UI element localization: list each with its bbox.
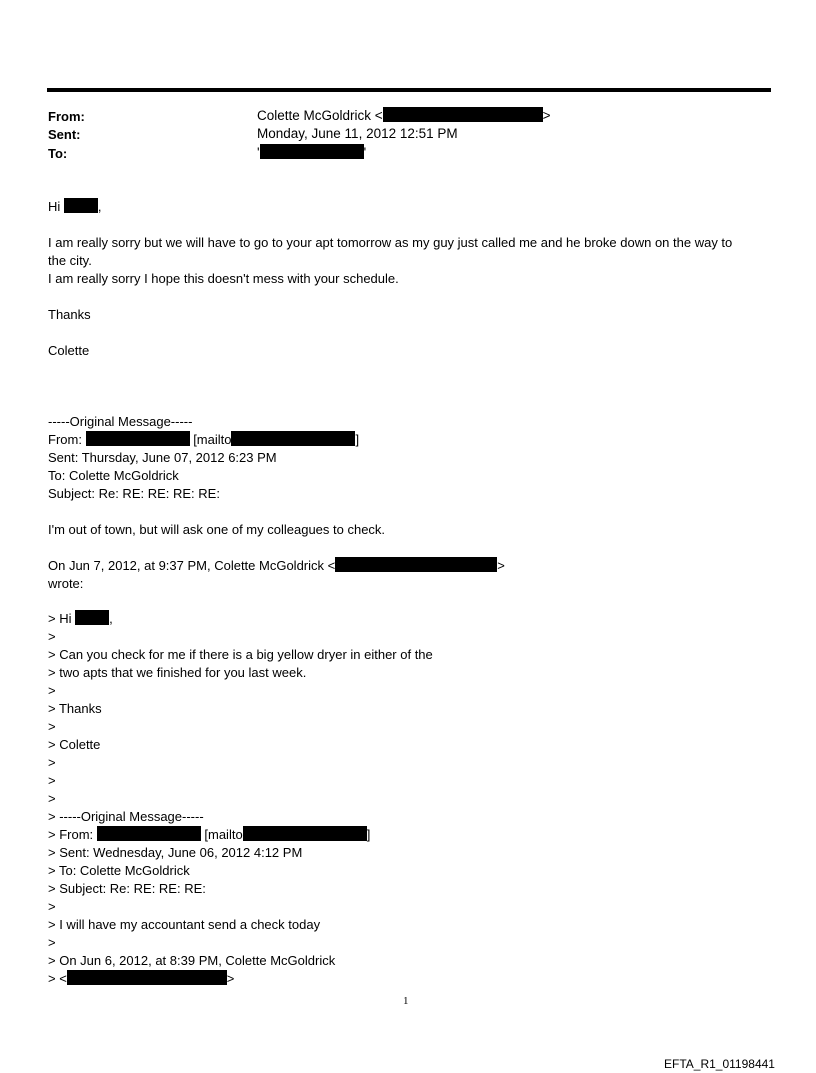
quoted-hi-text: > Hi: [48, 611, 76, 626]
redaction-greeting-name: [64, 198, 98, 213]
quoted-email: [48, 970, 234, 988]
body-line-3: I am really sorry I hope this doesn't mess with your schedule.: [48, 271, 399, 286]
redaction-from-email: [383, 107, 543, 122]
quoted-signature: > Colette: [48, 737, 101, 752]
original-mailto-close: ]: [355, 432, 360, 447]
redaction-quoted-from-email: [243, 826, 367, 841]
sent-value: Monday, June 11, 2012 12:51 PM: [257, 126, 458, 141]
quoted-accountant: > I will have my accountant send a check today: [48, 917, 321, 932]
to-open: ': [257, 145, 260, 160]
page-number: 1: [403, 995, 409, 1007]
thanks: Thanks: [48, 307, 91, 322]
original-message: I'm out of town, but will ask one of my colleagues to check.: [48, 522, 386, 537]
redaction-quoted-hi-name: [75, 610, 109, 625]
original-wrote-text: On Jun 7, 2012, at 9:37 PM, Colette McGoldrick <: [48, 558, 336, 573]
body-line-1: I am really sorry but we will have to go to your apt tomorrow as my guy just called me and he broke down on the way to: [48, 235, 733, 250]
to-value: [257, 144, 366, 162]
original-wrote-intro: [48, 557, 505, 575]
signature: Colette: [48, 343, 90, 358]
greeting-comma: ,: [97, 199, 102, 214]
body-line-2: the city.: [48, 253, 92, 268]
redaction-original-from-name: [86, 431, 190, 446]
quoted-mailto: [mailto: [204, 827, 243, 842]
quoted-gt: >: [48, 899, 56, 914]
original-to: To: Colette McGoldrick: [48, 468, 179, 483]
quoted-wrote-intro: > On Jun 6, 2012, at 8:39 PM, Colette McGoldrick: [48, 953, 336, 968]
document-id: EFTA_R1_01198441: [664, 1057, 775, 1071]
quoted-from-label: > From:: [48, 827, 97, 842]
original-divider: -----Original Message-----: [48, 414, 193, 429]
original-from-label: From:: [48, 432, 86, 447]
header-rule: [47, 88, 771, 92]
quoted-sent: > Sent: Wednesday, June 06, 2012 4:12 PM: [48, 845, 303, 860]
quoted-check-1: > Can you check for me if there is a big yellow dryer in either of the: [48, 647, 433, 662]
quoted-email-close: >: [226, 971, 235, 986]
from-value: [257, 107, 551, 125]
original-wrote: wrote:: [48, 576, 84, 591]
redaction-to: [260, 144, 364, 159]
quoted-from: [48, 826, 370, 844]
quoted-gt: >: [48, 755, 56, 770]
original-from: [48, 431, 359, 449]
greeting-text: Hi: [48, 199, 64, 214]
from-label: From:: [48, 109, 85, 124]
from-close: >: [542, 108, 551, 123]
redaction-wrote-email: [335, 557, 497, 572]
original-mailto: [mailto: [193, 432, 232, 447]
quoted-mailto-close: ]: [366, 827, 371, 842]
quoted-gt: >: [48, 935, 56, 950]
quoted-hi-comma: ,: [109, 611, 113, 626]
original-sent: Sent: Thursday, June 07, 2012 6:23 PM: [48, 450, 277, 465]
quoted-check-2: > two apts that we finished for you last week.: [48, 665, 307, 680]
quoted-hi: [48, 610, 113, 628]
quoted-gt: >: [48, 773, 56, 788]
original-subject: Subject: Re: RE: RE: RE: RE:: [48, 486, 220, 501]
quoted-gt: >: [48, 629, 56, 644]
original-wrote-close: >: [497, 558, 505, 573]
to-label: To:: [48, 146, 68, 161]
quoted-thanks: > Thanks: [48, 701, 102, 716]
quoted-divider: > -----Original Message-----: [48, 809, 204, 824]
quoted-gt: >: [48, 719, 56, 734]
redaction-quoted-from-name: [97, 826, 201, 841]
sent-label: Sent:: [48, 127, 81, 142]
redaction-quoted-email: [67, 970, 227, 985]
quoted-gt: >: [48, 791, 56, 806]
to-close: ': [363, 145, 367, 160]
quoted-to: > To: Colette McGoldrick: [48, 863, 190, 878]
redaction-original-from-email: [231, 431, 355, 446]
quoted-subject: > Subject: Re: RE: RE: RE:: [48, 881, 206, 896]
from-name: Colette McGoldrick <: [257, 108, 383, 123]
quoted-email-open: > <: [48, 971, 67, 986]
greeting: [48, 198, 102, 216]
quoted-gt: >: [48, 683, 56, 698]
